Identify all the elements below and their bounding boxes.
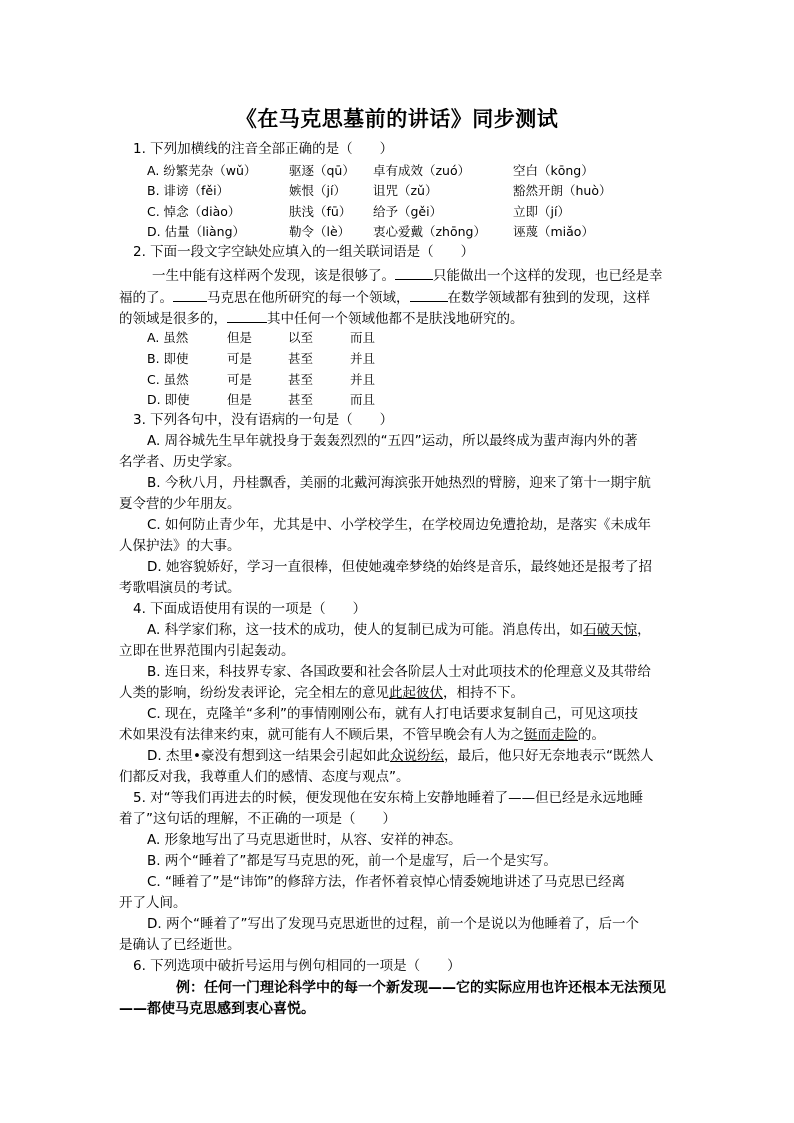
q1-stem: 1. 下列加横线的注音全部正确的是（ ） bbox=[133, 141, 394, 157]
q2-blank-1 bbox=[395, 265, 433, 280]
q1-a-4: 空白（kōng） bbox=[513, 163, 594, 178]
q2-blank-2 bbox=[173, 287, 207, 302]
q1-d-1: D. 估量（liàng） bbox=[147, 224, 246, 239]
q3-a-line-1: A. 周谷城先生早年就投身于轰轰烈烈的“五四”运动，所以最终成为蜚声海内外的著 bbox=[147, 433, 638, 449]
q2-c-3: 甚至 bbox=[288, 372, 314, 387]
q1-a-1: A. 纷繁芜杂（wǔ） bbox=[147, 163, 257, 178]
q3-b-line-1: B. 今秋八月，丹桂飘香，美丽的北戴河海滨张开她热烈的臂膀，迎来了第十一期宇航 bbox=[147, 475, 651, 491]
q4-c-line-1: C. 现在，克隆羊“多利”的事情刚刚公布，就有人打电话要求复制自己，可见这项技 bbox=[147, 706, 638, 722]
q1-b-3: 诅咒（zǔ） bbox=[373, 183, 438, 198]
q2-blank-4 bbox=[227, 308, 267, 323]
q2-passage-line-3: 的领域是很多的， 其中任何一个领域他都不是肤浅地研究的。 bbox=[119, 308, 524, 329]
q1-c-3: 给予（gěi） bbox=[373, 204, 443, 219]
q1-b-1: B. 诽谤（fěi） bbox=[147, 183, 230, 198]
q1-a-3: 卓有成效（zuó） bbox=[373, 163, 471, 178]
q2-passage-line-2: 福的了。 马克思在他所研究的每一个领域， 在数学领域都有独到的发现，这样 bbox=[119, 287, 650, 308]
q2-c-1: C. 虽然 bbox=[147, 372, 189, 387]
q1-b-4: 豁然开朗（huò） bbox=[513, 183, 612, 198]
q2-d-2: 但是 bbox=[227, 392, 253, 407]
q4-c-line-2: 术如果没有法律来约束，就可能有人不顾后果，不管早晚会有人为之铤而走险的。 bbox=[119, 727, 605, 743]
q6-stem: 6. 下列选项中破折号运用与例句相同的一项是（ ） bbox=[133, 958, 461, 974]
q2-passage-line-1: 一生中能有这样两个发现，该是很够了。 只能做出一个这样的发现，也已经是幸 bbox=[152, 265, 663, 286]
q2-c-4: 并且 bbox=[350, 372, 376, 387]
page-title: 《在马克思墓前的讲话》同步测试 bbox=[235, 106, 559, 131]
q2-blank-3 bbox=[410, 287, 448, 302]
q2-b-2: 可是 bbox=[227, 351, 253, 366]
q2-d-3: 甚至 bbox=[288, 392, 314, 407]
q4-d-line-1: D. 杰里•豪没有想到这一结果会引起如此众说纷纭，最后，他只好无奈地表示“既然人 bbox=[147, 748, 654, 764]
q6-example-line-2: ——都使马克思感到衷心喜悦。 bbox=[119, 1001, 315, 1017]
q2-a-2: 但是 bbox=[227, 330, 253, 345]
q2-stem: 2. 下面一段文字空缺处应填入的一组关联词语是（ ） bbox=[133, 244, 475, 260]
q4-a-line-1: A. 科学家们称，这一技术的成功，使人的复制已成为可能。消息传出，如石破天惊， bbox=[147, 622, 651, 638]
q1-c-2: 肤浅（fū） bbox=[289, 204, 352, 219]
q2-a-3: 以至 bbox=[288, 330, 314, 345]
q1-c-1: C. 悼念（diào） bbox=[147, 204, 241, 219]
q4-c-idiom: 铤而走险 bbox=[524, 727, 578, 743]
q5-stem-line-1: 5. 对“等我们再进去的时候，便发现他在安东椅上安静地睡着了——但已经是永远地睡 bbox=[133, 790, 644, 806]
q6-example-line-1: 例：任何一门理论科学中的每一个新发现——它的实际应用也许还根本无法预见 bbox=[176, 980, 666, 996]
q2-a-1: A. 虽然 bbox=[147, 330, 189, 345]
q1-b-2: 嫉恨（jí） bbox=[289, 183, 346, 198]
q4-b-idiom: 此起彼伏 bbox=[389, 685, 443, 701]
q5-c-line-2: 开了人间。 bbox=[119, 895, 187, 911]
q2-b-4: 并且 bbox=[350, 351, 376, 366]
q5-option-a: A. 形象地写出了马克思逝世时，从容、安祥的神态。 bbox=[147, 832, 462, 848]
q2-b-1: B. 即使 bbox=[147, 351, 189, 366]
q4-b-line-1: B. 连日来，科技界专家、各国政要和社会各阶层人士对此项技术的伦理意义及其带给 bbox=[147, 664, 651, 680]
q1-d-2: 勒令（lè） bbox=[289, 224, 351, 239]
q3-d-line-2: 考歌唱演员的考试。 bbox=[119, 580, 241, 596]
q5-d-line-2: 是确认了已经逝世。 bbox=[119, 937, 241, 953]
q3-a-line-2: 名学者、历史学家。 bbox=[119, 454, 241, 470]
q4-d-idiom: 众说纷纭 bbox=[389, 748, 444, 764]
q2-a-4: 而且 bbox=[350, 330, 376, 345]
q5-stem-line-2: 着了”这句话的理解，不正确的一项是（ ） bbox=[119, 811, 396, 827]
q4-a-line-2: 立即在世界范围内引起轰动。 bbox=[119, 643, 295, 659]
q3-b-line-2: 夏令营的少年朋友。 bbox=[119, 496, 241, 512]
q3-stem: 3. 下列各句中，没有语病的一句是（ ） bbox=[133, 412, 394, 428]
q2-b-3: 甚至 bbox=[288, 351, 314, 366]
q1-a-2: 驱逐（qū） bbox=[289, 163, 355, 178]
q3-c-line-1: C. 如何防止青少年，尤其是中、小学校学生，在学校周边免遭抢劫，是落实《未成年 bbox=[147, 517, 652, 533]
q3-c-line-2: 人保护法》的大事。 bbox=[119, 538, 241, 554]
q2-d-1: D. 即使 bbox=[147, 392, 190, 407]
q4-stem: 4. 下面成语使用有误的一项是（ ） bbox=[133, 601, 367, 617]
q4-a-idiom: 石破天惊 bbox=[583, 622, 638, 638]
q5-c-line-1: C. “睡着了”是“讳饰”的修辞方法，作者怀着哀悼心情委婉地讲述了马克思已经离 bbox=[147, 874, 625, 890]
q2-d-4: 而且 bbox=[350, 392, 376, 407]
q1-c-4: 立即（jí） bbox=[513, 204, 570, 219]
q5-d-line-1: D. 两个“睡着了”写出了发现马克思逝世的过程，前一个是说以为他睡着了，后一个 bbox=[147, 916, 639, 932]
q5-option-b: B. 两个“睡着了”都是写马克思的死，前一个是虚写，后一个是实写。 bbox=[147, 853, 557, 869]
q2-c-2: 可是 bbox=[227, 372, 253, 387]
q1-d-4: 诬蔑（miǎo） bbox=[513, 224, 594, 239]
q4-b-line-2: 人类的影响，纷纷发表评论，完全相左的意见此起彼伏，相持不下。 bbox=[119, 685, 524, 701]
q4-d-line-2: 们都反对我，我尊重人们的感情、态度与观点”。 bbox=[119, 769, 410, 785]
q3-d-line-1: D. 她容貌娇好，学习一直很棒，但使她魂牵梦绕的始终是音乐，最终她还是报考了招 bbox=[147, 559, 652, 575]
q1-d-3: 衷心爱戴（zhōng） bbox=[373, 224, 486, 239]
